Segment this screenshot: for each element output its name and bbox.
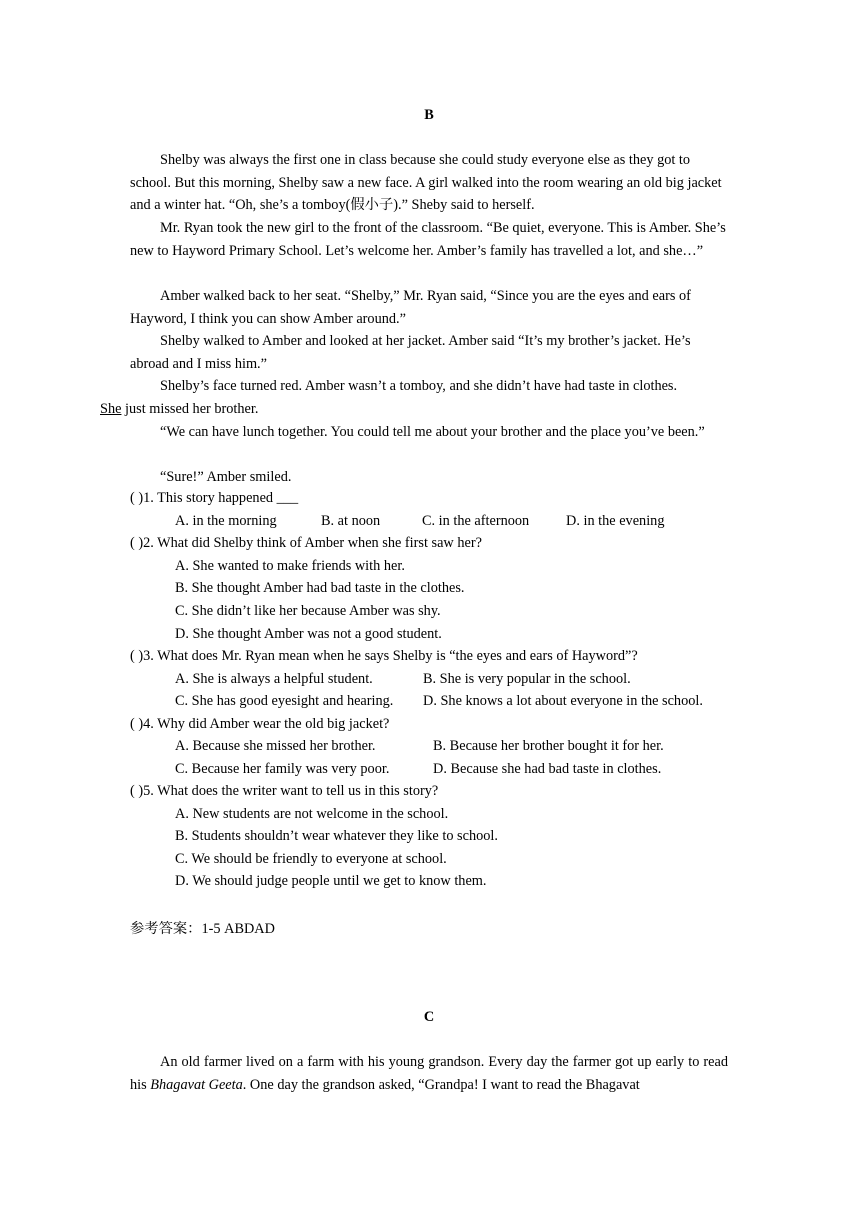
- question-1-option-a: A. in the morning: [175, 513, 277, 529]
- question-1-stem: ( )1. This story happened ___: [130, 490, 299, 506]
- question-2-option-a: A. She wanted to make friends with her.: [175, 558, 405, 574]
- question-3-option-c: C. She has good eyesight and hearing.: [175, 693, 394, 709]
- question-1-option-c: C. in the afternoon: [422, 513, 530, 529]
- question-3-stem: ( )3. What does Mr. Ryan mean when he says Shelby is “the eyes and ears of Hayword”?: [130, 648, 638, 664]
- paragraph-5: [100, 375, 728, 420]
- paragraph-5-line-1: Shelby’s face turned red. Amber wasn’t a tomboy, and she didn’t have had taste in clothes.: [160, 378, 678, 394]
- paragraph-2: Mr. Ryan took the new girl to the front of the classroom. “Be quiet, everyone. This is Amber. She’s new to Hayword Primary School. Let’s welcome her. Amber’s family has travelled a lot, and she…”: [130, 220, 726, 259]
- paragraph-1: Shelby was always the first one in class because she could study everyone else as they got to school. But this morning, Shelby saw a new face. A girl walked into the room wearing an old big jacket and a winter hat. “Oh, she’s a tomboy(假小子).” Sheby said to herself.: [130, 152, 722, 214]
- question-5-option-c: C. We should be friendly to everyone at school.: [175, 851, 447, 867]
- question-5-stem: ( )5. What does the writer want to tell us in this story?: [130, 783, 439, 799]
- answer-key: 参考答案：1-5 ABDAD: [130, 921, 275, 937]
- question-3-option-a: A. She is always a helpful student.: [175, 671, 373, 687]
- question-4-option-b: B. Because her brother bought it for her.: [433, 738, 664, 754]
- question-2-option-d: D. She thought Amber was not a good student.: [175, 626, 442, 642]
- question-5-option-d: D. We should judge people until we get to know them.: [175, 873, 487, 889]
- question-2-option-b: B. She thought Amber had bad taste in the clothes.: [175, 580, 465, 596]
- section-c-text-b: . One day the grandson asked, “Grandpa! I want to read the Bhagavat: [242, 1076, 640, 1093]
- question-2-option-c: C. She didn’t like her because Amber was shy.: [175, 603, 441, 619]
- paragraph-5-line-2: just missed her brother.: [121, 400, 259, 417]
- question-5-option-a: A. New students are not welcome in the school.: [175, 806, 449, 822]
- underlined-word: She: [100, 400, 122, 417]
- question-4-option-c: C. Because her family was very poor.: [175, 761, 390, 777]
- question-4-option-a: A. Because she missed her brother.: [175, 738, 376, 754]
- section-c-heading: C: [423, 1009, 435, 1025]
- paragraph-6: “We can have lunch together. You could tell me about your brother and the place you’ve been.”: [160, 424, 705, 440]
- question-5-option-b: B. Students shouldn’t wear whatever they like to school.: [175, 828, 498, 844]
- section-c-text-a: An old farmer lived on a farm with his young grandson. Every day the farmer got up early to read his: [130, 1054, 728, 1093]
- section-b-heading: B: [424, 107, 434, 123]
- question-2-stem: ( )2. What did Shelby think of Amber when she first saw her?: [130, 535, 482, 551]
- question-1-option-d: D. in the evening: [566, 513, 665, 529]
- question-4-stem: ( )4. Why did Amber wear the old big jacket?: [130, 716, 390, 732]
- paragraph-4: Shelby walked to Amber and looked at her jacket. Amber said “It’s my brother’s jacket. He’s abroad and I miss him.”: [130, 333, 691, 372]
- paragraph-7: “Sure!” Amber smiled.: [160, 469, 292, 485]
- book-title: Bhagavat Geeta: [150, 1076, 243, 1093]
- paragraph-3: Amber walked back to her seat. “Shelby,” Mr. Ryan said, “Since you are the eyes and ears of Hayword, I think you can show Amber around.”: [130, 288, 691, 327]
- section-c-paragraph-1: [130, 1051, 728, 1096]
- question-3-option-d: D. She knows a lot about everyone in the school.: [423, 693, 703, 709]
- question-4-option-d: D. Because she had bad taste in clothes.: [433, 761, 662, 777]
- question-3-option-b: B. She is very popular in the school.: [423, 671, 631, 687]
- question-1-option-b: B. at noon: [321, 513, 381, 529]
